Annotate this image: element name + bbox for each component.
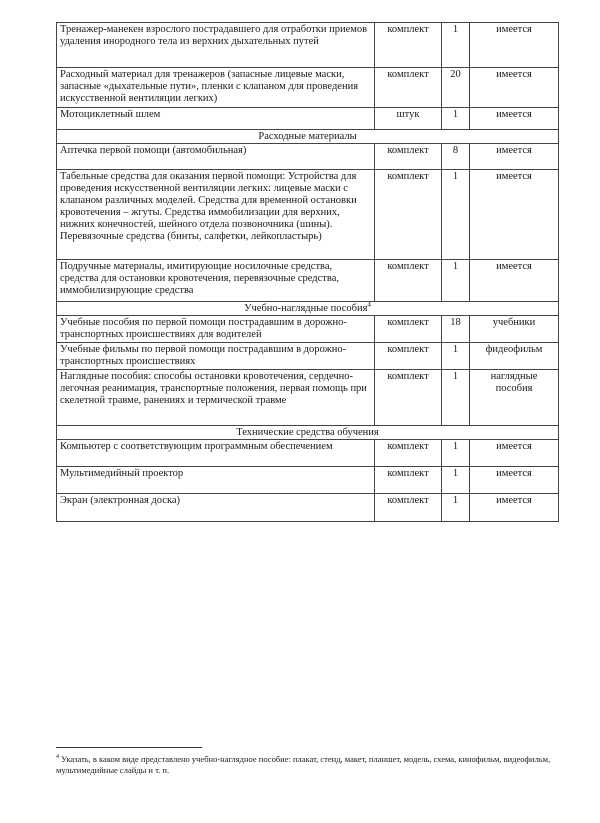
unit-cell: комплект [375,440,442,467]
section-row [57,302,559,316]
status-cell: имеется [470,494,559,522]
section-title-text: Технические средства обучения [236,427,379,438]
item-name-cell: Компьютер с соответствующим программным обеспечением [57,440,375,467]
unit-cell: комплект [375,260,442,302]
status-cell: учебники [470,316,559,343]
item-name-cell: Мультимедийный проектор [57,467,375,494]
quantity-cell: 20 [442,68,470,108]
quantity-cell: 1 [442,260,470,302]
item-name-cell: Табельные средства для оказания первой помощи: Устройства для проведения искусственной вентиляции легких: лицевые маски с клапаном различных моделей. Средства для временной остановки кровотечения – жгуты. Средства иммобилизации для верхних, нижних конечностей, шейного отдела позвоночника (шины). Перевязочные средства (бинты, салфетки, лейкопластырь) [57,170,375,260]
table-row [57,370,559,426]
unit-cell: комплект [375,144,442,170]
table-row [57,260,559,302]
table-row [57,144,559,170]
equipment-table [56,22,559,522]
unit-cell: комплект [375,467,442,494]
item-name-cell: Расходный материал для тренажеров (запасные лицевые маски, запасные «дыхательные пути», пленки с клапаном для проведения искусственной вентиляции легких) [57,68,375,108]
item-name-cell: Учебные фильмы по первой помощи пострадавшим в дорожно-транспортных происшествиях [57,343,375,370]
quantity-cell: 8 [442,144,470,170]
equipment-table-body [57,23,559,522]
item-name-cell: Подручные материалы, имитирующие носилочные средства, средства для остановки кровотечения, перевязочные средства, иммобилизирующие средства [57,260,375,302]
table-row [57,23,559,68]
quantity-cell: 1 [442,23,470,68]
quantity-cell: 1 [442,108,470,130]
status-cell: фидеофильм [470,343,559,370]
section-row [57,130,559,144]
footnote-reference: 4 [367,301,371,309]
footnote [56,754,556,776]
unit-cell: комплект [375,494,442,522]
status-cell: имеется [470,170,559,260]
unit-cell: комплект [375,23,442,68]
item-name-cell: Экран (электронная доска) [57,494,375,522]
section-title [57,130,559,144]
table-row [57,170,559,260]
unit-cell: комплект [375,316,442,343]
table-row [57,316,559,343]
item-name-cell: Аптечка первой помощи (автомобильная) [57,144,375,170]
footnote-text: Указать, в каком виде представлено учебно-наглядное пособие: плакат, стенд, макет, планшет, модель, схема, кинофильм, видеофильм, мультимедийные слайды и т. п. [56,754,551,775]
section-title-text: Учебно-наглядные пособия [244,303,368,314]
unit-cell: комплект [375,170,442,260]
unit-cell: комплект [375,343,442,370]
unit-cell: штук [375,108,442,130]
status-cell: имеется [470,260,559,302]
quantity-cell: 18 [442,316,470,343]
footnote-separator [56,747,202,748]
item-name-cell: Тренажер-манекен взрослого пострадавшего для отработки приемов удаления инородного тела из верхних дыхательных путей [57,23,375,68]
status-cell: наглядные пособия [470,370,559,426]
item-name-cell: Мотоциклетный шлем [57,108,375,130]
status-cell: имеется [470,144,559,170]
table-row [57,440,559,467]
table-row [57,494,559,522]
section-title [57,302,559,316]
footnote-mark: 4 [56,754,59,761]
item-name-cell: Учебные пособия по первой помощи пострадавшим в дорожно-транспортных происшествиях для водителей [57,316,375,343]
section-title [57,426,559,440]
status-cell: имеется [470,440,559,467]
section-row [57,426,559,440]
table-row [57,467,559,494]
quantity-cell: 1 [442,467,470,494]
item-name-cell: Наглядные пособия: способы остановки кровотечения, сердечно-легочная реанимация, транспортные положения, первая помощь при скелетной травме, ранениях и термической травме [57,370,375,426]
status-cell: имеется [470,467,559,494]
unit-cell: комплект [375,370,442,426]
quantity-cell: 1 [442,343,470,370]
quantity-cell: 1 [442,440,470,467]
section-title-text: Расходные материалы [258,131,357,142]
quantity-cell: 1 [442,170,470,260]
table-row [57,68,559,108]
quantity-cell: 1 [442,370,470,426]
unit-cell: комплект [375,68,442,108]
status-cell: имеется [470,23,559,68]
table-row [57,343,559,370]
quantity-cell: 1 [442,494,470,522]
status-cell: имеется [470,108,559,130]
table-row [57,108,559,130]
status-cell: имеется [470,68,559,108]
